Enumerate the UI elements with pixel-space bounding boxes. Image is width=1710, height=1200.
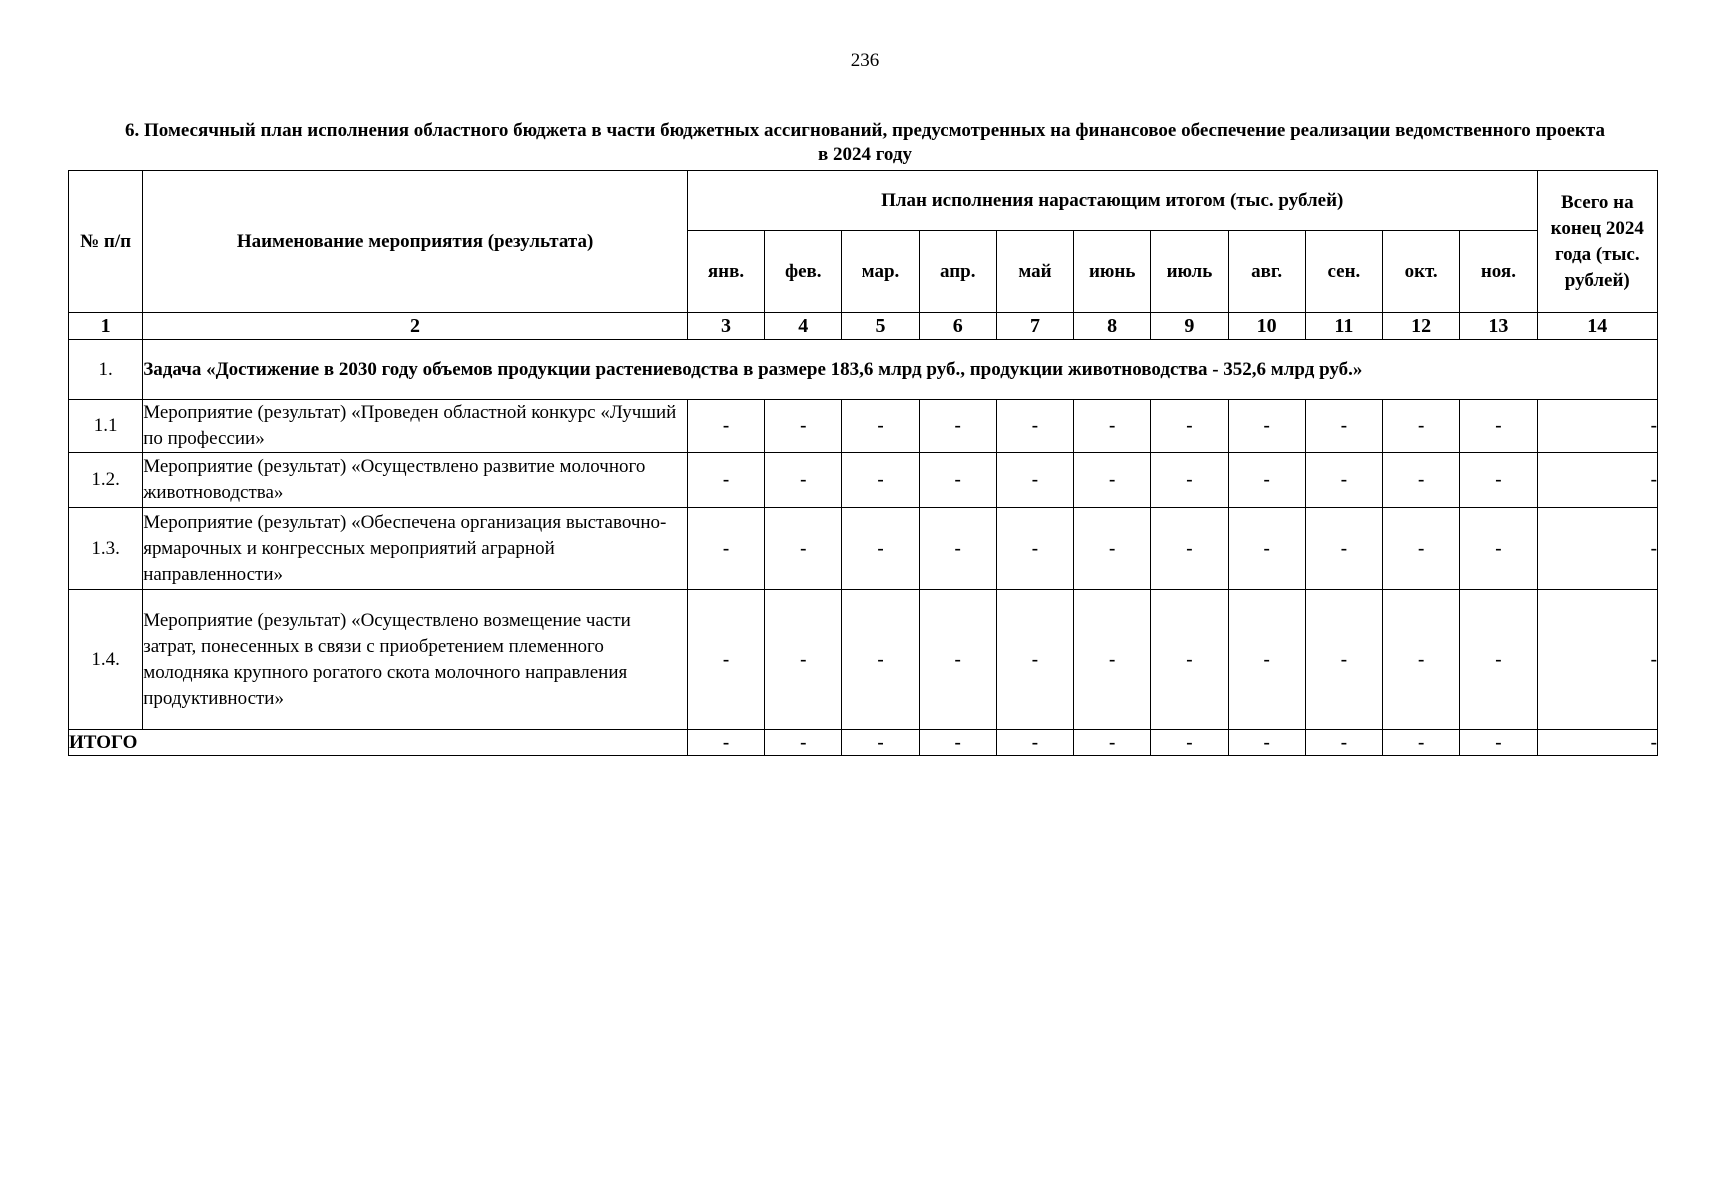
column-number: 3: [687, 313, 764, 340]
task-number: 1.: [69, 340, 143, 400]
value-cell: -: [1383, 453, 1460, 508]
value-cell: -: [1460, 508, 1537, 590]
column-number: 13: [1460, 313, 1537, 340]
value-cell: -: [996, 453, 1073, 508]
header-month: окт.: [1383, 231, 1460, 313]
value-cell: -: [1228, 508, 1305, 590]
value-cell: -: [919, 590, 996, 730]
task-row: [69, 340, 1658, 400]
total-row-cell: -: [765, 730, 842, 756]
value-cell: -: [1228, 590, 1305, 730]
header-month: июнь: [1074, 231, 1151, 313]
column-numbers-row: [69, 313, 1658, 340]
value-cell: -: [996, 400, 1073, 453]
table-row: [69, 508, 1658, 590]
activity-name: Мероприятие (результат) «Проведен областной конкурс «Лучший по профессии»: [143, 400, 688, 453]
header-month: апр.: [919, 231, 996, 313]
total-row-cell: -: [1074, 730, 1151, 756]
header-month: янв.: [687, 231, 764, 313]
value-cell: -: [1074, 453, 1151, 508]
header-month: май: [996, 231, 1073, 313]
value-cell: -: [1460, 453, 1537, 508]
table-row: [69, 400, 1658, 453]
value-cell: -: [687, 508, 764, 590]
column-number: 8: [1074, 313, 1151, 340]
value-cell: -: [842, 508, 919, 590]
value-cell: -: [687, 453, 764, 508]
total-row-cell: -: [842, 730, 919, 756]
total-row-cell: -: [687, 730, 764, 756]
value-cell: -: [842, 590, 919, 730]
header-month: фев.: [765, 231, 842, 313]
activity-name: Мероприятие (результат) «Обеспечена организация выставочно-ярмарочных и конгрессных мероприятий аграрной направленности»: [143, 508, 688, 590]
value-cell: -: [1460, 400, 1537, 453]
value-cell: -: [919, 400, 996, 453]
value-cell: -: [1151, 590, 1228, 730]
row-number: 1.1: [69, 400, 143, 453]
value-cell: -: [919, 453, 996, 508]
activity-name: Мероприятие (результат) «Осуществлено развитие молочного животноводства»: [143, 453, 688, 508]
value-cell: -: [1305, 508, 1382, 590]
value-cell: -: [1151, 508, 1228, 590]
page-number: 236: [850, 50, 880, 71]
header-row-number: № п/п: [69, 171, 143, 313]
column-number: 2: [143, 313, 688, 340]
column-number: 9: [1151, 313, 1228, 340]
value-cell: -: [1074, 400, 1151, 453]
value-cell: -: [996, 508, 1073, 590]
total-row: [69, 730, 1658, 756]
value-cell: -: [996, 590, 1073, 730]
document-title: 6. Помесячный план исполнения областного бюджета в части бюджетных ассигнований, предусмотренных на финансовое обеспечение реализации ведомственного проекта в 2024 году: [125, 120, 1605, 165]
value-cell: -: [765, 508, 842, 590]
header-month: сен.: [1305, 231, 1382, 313]
column-number: 11: [1305, 313, 1382, 340]
value-cell: -: [1383, 590, 1460, 730]
total-row-cell: -: [1460, 730, 1537, 756]
value-cell: -: [687, 400, 764, 453]
total-row-cell: -: [1151, 730, 1228, 756]
value-cell: -: [765, 400, 842, 453]
value-cell: -: [765, 453, 842, 508]
header-month: июль: [1151, 231, 1228, 313]
activity-name: Мероприятие (результат) «Осуществлено возмещение части затрат, понесенных в связи с приобретением племенного молодняка крупного рогатого скота молочного направления продуктивности»: [143, 590, 688, 730]
header-activity-name: Наименование мероприятия (результата): [143, 171, 688, 313]
header-month: авг.: [1228, 231, 1305, 313]
column-number: 7: [996, 313, 1073, 340]
value-cell: -: [765, 590, 842, 730]
total-value-cell: -: [1537, 400, 1657, 453]
value-cell: -: [842, 453, 919, 508]
value-cell: -: [1151, 453, 1228, 508]
value-cell: -: [1228, 453, 1305, 508]
header-plan: План исполнения нарастающим итогом (тыс. рублей): [687, 171, 1537, 231]
value-cell: -: [919, 508, 996, 590]
header-total: Всего на конец 2024 года (тыс. рублей): [1537, 171, 1657, 313]
task-text: Задача «Достижение в 2030 году объемов продукции растениеводства в размере 183,6 млрд руб., продукции животноводства - 352,6 млрд руб.»: [143, 340, 1658, 400]
total-row-cell: -: [919, 730, 996, 756]
value-cell: -: [1383, 508, 1460, 590]
value-cell: -: [1305, 590, 1382, 730]
value-cell: -: [1460, 590, 1537, 730]
column-number: 12: [1383, 313, 1460, 340]
value-cell: -: [687, 590, 764, 730]
column-number: 6: [919, 313, 996, 340]
total-row-total-cell: -: [1537, 730, 1657, 756]
value-cell: -: [1074, 508, 1151, 590]
value-cell: -: [1305, 453, 1382, 508]
total-row-cell: -: [1383, 730, 1460, 756]
total-label: ИТОГО: [69, 730, 688, 756]
budget-plan-table: [68, 170, 1658, 756]
total-value-cell: -: [1537, 508, 1657, 590]
row-number: 1.3.: [69, 508, 143, 590]
total-row-cell: -: [1305, 730, 1382, 756]
header-month: мар.: [842, 231, 919, 313]
row-number: 1.4.: [69, 590, 143, 730]
total-value-cell: -: [1537, 590, 1657, 730]
table-row: [69, 590, 1658, 730]
total-value-cell: -: [1537, 453, 1657, 508]
column-number: 14: [1537, 313, 1657, 340]
value-cell: -: [842, 400, 919, 453]
header-month: ноя.: [1460, 231, 1537, 313]
value-cell: -: [1151, 400, 1228, 453]
value-cell: -: [1383, 400, 1460, 453]
column-number: 5: [842, 313, 919, 340]
column-number: 10: [1228, 313, 1305, 340]
column-number: 4: [765, 313, 842, 340]
value-cell: -: [1074, 590, 1151, 730]
column-number: 1: [69, 313, 143, 340]
row-number: 1.2.: [69, 453, 143, 508]
table-row: [69, 453, 1658, 508]
total-row-cell: -: [1228, 730, 1305, 756]
value-cell: -: [1228, 400, 1305, 453]
value-cell: -: [1305, 400, 1382, 453]
total-row-cell: -: [996, 730, 1073, 756]
